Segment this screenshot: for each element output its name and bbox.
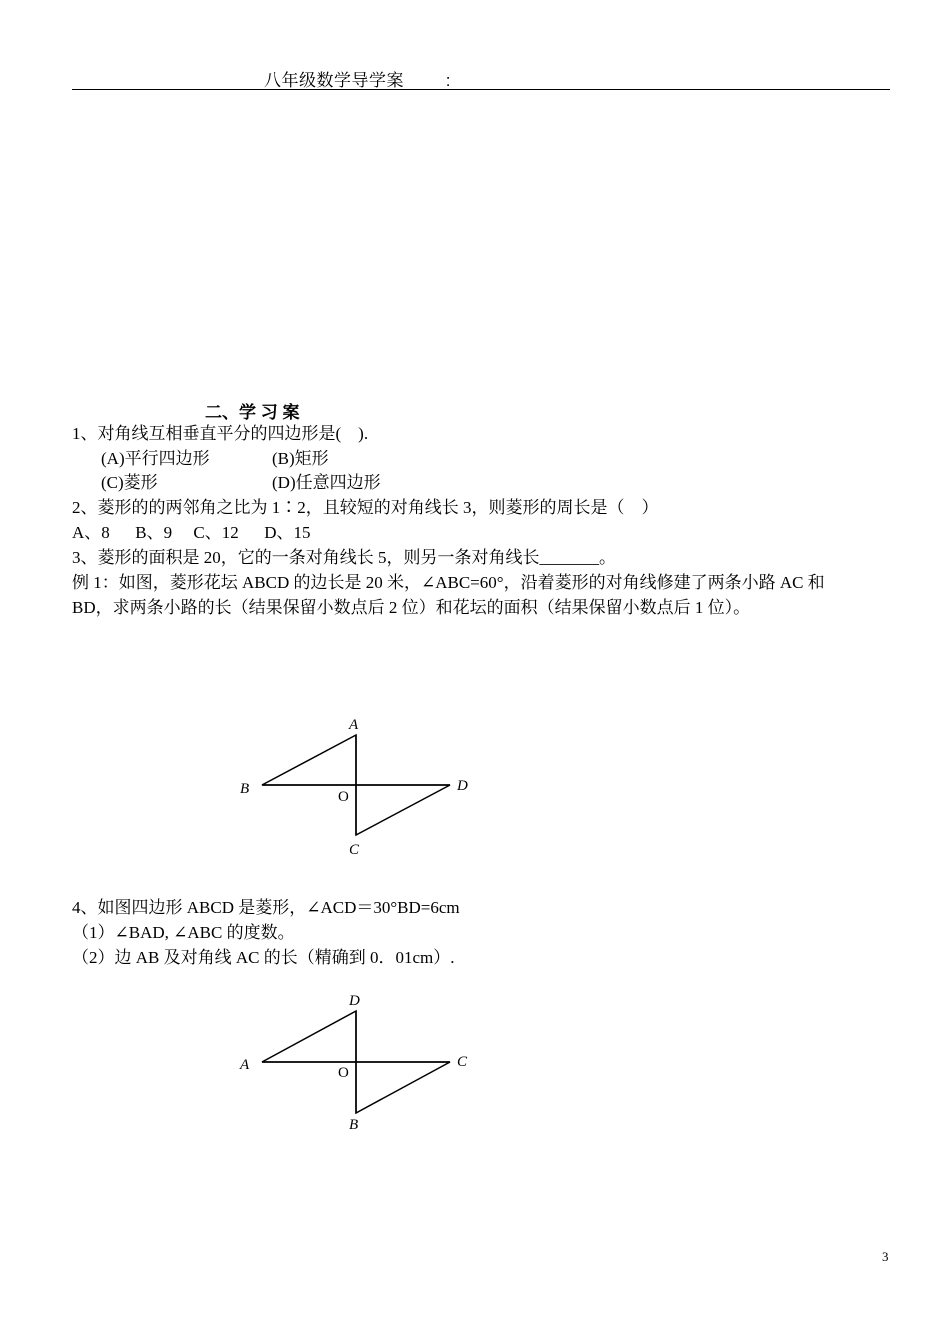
center-label-o2: O — [338, 1065, 349, 1081]
question-2-options: A、8 B、9 C、12 D、15 — [72, 523, 311, 542]
question-4-line-1: 4、如图四边形 ABCD 是菱形，∠ACD＝30°BD=6cm — [72, 898, 460, 917]
vertex-label-b: B — [240, 781, 250, 797]
question-4-line-2: （1）∠BAD, ∠ABC 的度数。 — [72, 923, 295, 942]
example-1-line-2: BD，求两条小路的长（结果保留小数点后 2 位）和花坛的面积（结果保留小数点后 1 位）。 — [72, 598, 751, 617]
question-1-option-c: (C)菱形 — [101, 473, 158, 492]
example-1-line-1: 例 1：如图，菱形花坛 ABCD 的边长是 20 米，∠ABC=60°，沿着菱形的对角线修建了两条小路 AC 和 — [72, 573, 825, 592]
vertex-label-b2: B — [349, 1117, 359, 1133]
header-rule — [72, 89, 890, 90]
rhombus-figure-2 — [230, 985, 490, 1145]
page-number: 3 — [882, 1249, 889, 1264]
rhombus-figure-1 — [230, 705, 490, 865]
section-heading: 二、学 习 案 — [205, 403, 300, 422]
vertex-label-a2: A — [240, 1057, 250, 1073]
question-1-stem: 1、对角线互相垂直平分的四边形是( ). — [72, 424, 369, 443]
question-2-stem: 2、菱形的的两邻角之比为 1∶2，且较短的对角线长 3，则菱形的周长是（ ） — [72, 498, 659, 517]
question-3-stem: 3、菱形的面积是 20，它的一条对角线长 5，则另一条对角线长_______。 — [72, 548, 616, 567]
vertex-label-c: C — [349, 842, 360, 858]
question-4-line-3: （2）边 AB 及对角线 AC 的长（精确到 0．01cm）. — [72, 948, 455, 967]
vertex-label-d: D — [457, 778, 468, 794]
question-1-option-b: (B)矩形 — [272, 449, 329, 468]
vertex-label-c2: C — [457, 1054, 468, 1070]
vertex-label-a: A — [349, 717, 359, 733]
vertex-label-d2: D — [349, 993, 360, 1009]
question-1-option-d: (D)任意四边形 — [272, 473, 381, 492]
center-label-o: O — [338, 789, 349, 805]
header-title: 八年级数学导学案 : — [264, 71, 452, 90]
question-1-option-a: (A)平行四边形 — [101, 449, 210, 468]
